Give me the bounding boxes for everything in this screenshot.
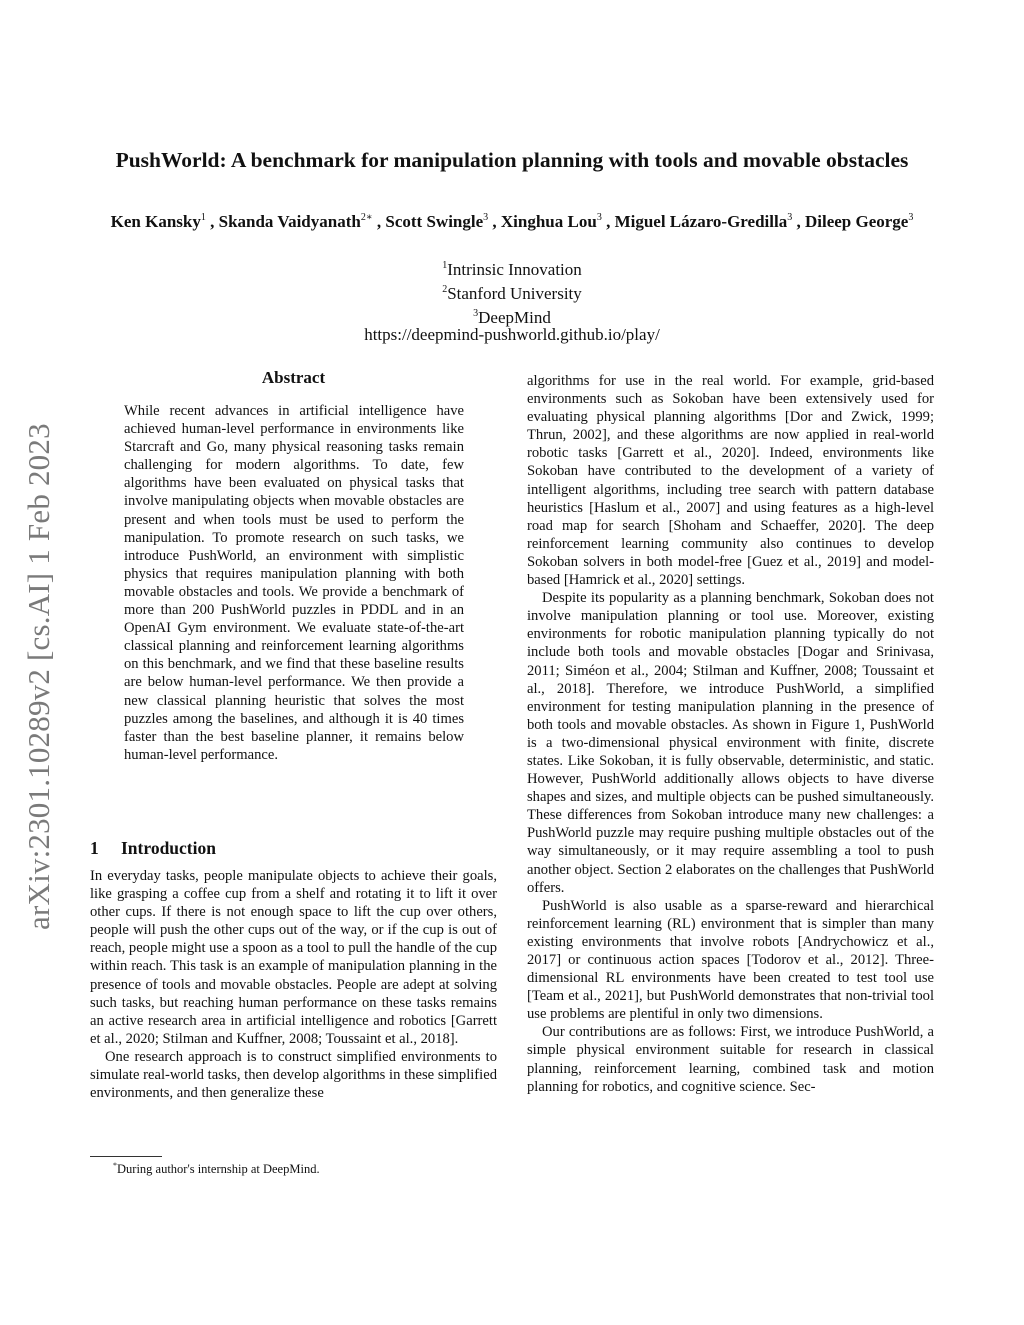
author-name: Dileep George <box>804 212 909 231</box>
author-affil-mark: 3 <box>596 212 602 223</box>
section-number: 1 <box>90 838 99 858</box>
affiliation: $^2$Stanford University <box>442 284 582 303</box>
abstract-text: While recent advances in artificial intelligence have achieved human-level performance in environments like Starcraft and Go, many physical reasoning tasks remain challenging for modern algorithms. To date, few algorithms have been evaluated on physical tasks that involve manipulating objects when movable obstacles are present and when tools must be used to perform the manipulation. To promote research on such tasks, we introduce PushWorld, an environment with simplistic physics that requires manipulation planning with both movable obstacles and tools. We provide a benchmark of more than 200 PushWorld puzzles in PDDL and in an OpenAI Gym environment. We evaluate state-of-the-art classical planning and reinforcement learning algorithms on this benchmark, and we find that these baseline results are below human-level performance. We then provide a new classical planning heuristic that solves the most puzzles among the baselines, and although it is 40 times faster than the best baseline planner, it remains below human-level performance. <box>124 403 464 763</box>
paper-title: PushWorld: A benchmark for manipulation planning with tools and movable obstacles <box>115 148 909 172</box>
paragraph: In everyday tasks, people manipulate objects to achieve their goals, like grasping a coffee cup from a shelf and rotating it to lift it over other cups. If there is not enough space to lift the cup over others, people will push the other cups out of the way, or if the cup is out of reach, people might use a spoon as a tool to pull the handle of the cup within reach. This task is an example of manipulation planning in the presence of tools and movable obstacles. People are adept at solving such tasks, but reaching human performance on these tasks remains an active research area in artificial intelligence and robotics [Garrett et al., 2020; Stilman and Kuffner, 2008; Toussaint et al., 2018]. <box>90 868 497 1047</box>
paragraph: One research approach is to construct simplified environments to simulate real-world tasks, then develop algorithms in these simplified environments, and then generalize these <box>90 1048 497 1102</box>
paragraph: algorithms for use in the real world. For example, grid-based environments such as Sokoban have been extensively used for evaluating physical planning algorithms [Dor and Zwick, 1999; Thrun, 2002], and these algorithms are now applied in real-world robotic tasks [Garrett et al., 2020]. Indeed, environments like Sokoban have contributed to the development of a variety of intelligent algorithms, including tree search with pattern database heuristics [Haslum et al., 2007] and using features as a high-level road map for search [Shoham and Schaeffer, 2020]. The deep reinforcement learning community also continues to develop Sokoban solvers in both model-free [Guez et al., 2019] and model-based [Hamrick et al., 2020] settings. <box>527 373 934 589</box>
footnote-mark: * <box>113 1161 117 1170</box>
author-affil-mark: 3 <box>787 212 793 223</box>
author-name: Ken Kansky <box>110 212 201 231</box>
arxiv-identifier: arXiv:2301.10289v2 [cs.AI] 1 Feb 2023 <box>21 423 56 930</box>
author-affil-mark: 3 <box>483 212 489 223</box>
author-affil-mark: 1 <box>200 212 206 223</box>
section-heading <box>90 838 216 859</box>
footnote-rule <box>90 1156 162 1157</box>
project-url[interactable]: https://deepmind-pushworld.github.io/play/ <box>364 325 660 344</box>
author-name: Xinghua Lou <box>500 212 597 231</box>
paragraph: Despite its popularity as a planning benchmark, Sokoban does not involve manipulation planning or tool use. Moreover, existing environments for robotic manipulation planning typically do not include both tools and movable obstacles [Dogar and Srinivasa, 2011; Siméon et al., 2004; Stilman and Kuffner, 2008; Toussaint et al., 2018]. Therefore, we introduce PushWorld, a simplified environment for testing manipulation planning in the presence of both tools and movable obstacles. As shown in Figure 1, PushWorld is a two-dimensional physical environment with finite, discrete states. Like Sokoban, it is fully observable, deterministic, and static. However, PushWorld additionally allows objects to have diverse shapes and sizes, and multiple objects can be pushed simultaneously. These differences from Sokoban introduce many new challenges: a PushWorld puzzle may require pushing multiple obstacles out of the way simultaneously, or it may require assembling a tool to push another object. Section 2 elaborates on the challenges that PushWorld offers. <box>527 590 934 896</box>
footnote-text: During author's internship at DeepMind. <box>117 1162 320 1176</box>
author-name: Scott Swingle <box>385 212 484 231</box>
section-title: Introduction <box>121 838 216 858</box>
author-affil-mark: 2∗ <box>360 212 373 223</box>
right-column-body <box>527 372 934 1096</box>
affiliation: $^1$Intrinsic Innovation <box>442 260 582 279</box>
author-name: Miguel Lázaro-Gredilla <box>614 212 788 231</box>
paragraph: PushWorld is also usable as a sparse-reward and hierarchical reinforcement learning (RL) environment that is simpler than many existing environments that involve robots [Andrychowicz et al., 2017] or continuous action spaces [Todorov et al., 2012]. Three-dimensional RL environments have been created to test tool use [Team et al., 2021], but PushWorld demonstrates that non-trivial tool use problems are plentiful in only two dimensions. <box>527 897 934 1023</box>
affiliation: $^3$DeepMind <box>473 308 551 327</box>
paragraph: Our contributions are as follows: First, we introduce PushWorld, a simple physical environment suitable for research in classical planning, reinforcement learning, combined task and motion planning for robotics, and cognitive science. Sec- <box>527 1024 934 1095</box>
left-column-body <box>90 867 497 1102</box>
author-affil-mark: 3 <box>908 212 914 223</box>
abstract-heading: Abstract <box>261 368 326 387</box>
author-name: Skanda Vaidyanath <box>218 212 361 231</box>
footnote <box>113 1161 320 1177</box>
author-list: Ken Kansky$^1$ , Skanda Vaidyanath$^{2∗}$ , Scott Swingle$^3$ , Xinghua Lou$^3$ , Miguel Lázaro-Gredilla$^3$ , Dileep George$^3$ <box>110 212 914 231</box>
